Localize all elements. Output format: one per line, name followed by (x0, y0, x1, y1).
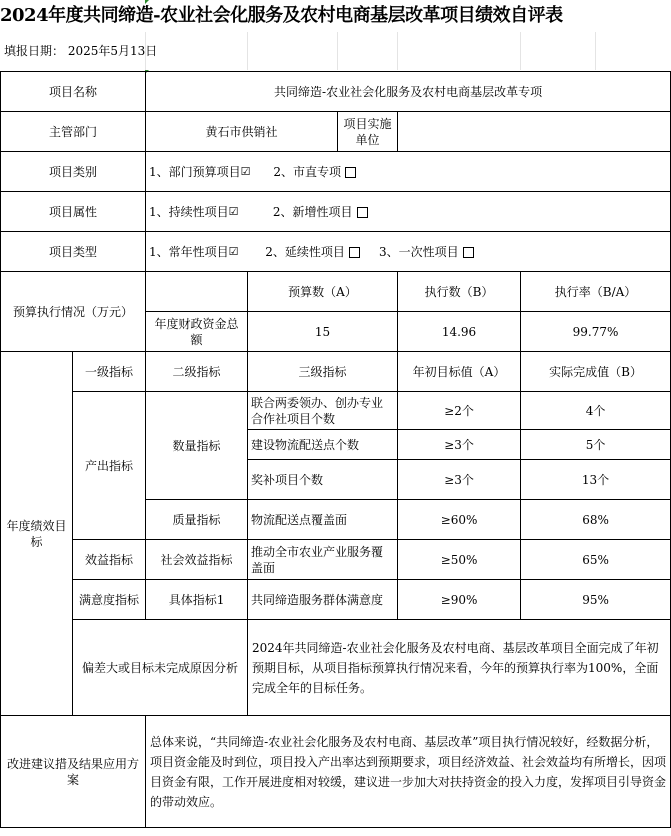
sheet-gridline (595, 32, 596, 70)
dept-value: 黄石市供销社 (146, 112, 338, 152)
indicator-section-label: 年度绩效目标 (1, 352, 73, 716)
type-label: 项目类型 (1, 232, 146, 272)
cell-comment-marker (145, 0, 149, 4)
indicator-actual: 4个 (521, 392, 671, 430)
indicator-actual: 68% (521, 500, 671, 540)
budget-blank-cell (146, 272, 248, 312)
indicator-actual: 5个 (521, 430, 671, 460)
attribute-options (146, 192, 671, 232)
header-level1: 一级指标 (73, 352, 146, 392)
budget-value: 15 (248, 312, 398, 352)
exec-value: 14.96 (398, 312, 521, 352)
type-option-1: 1、常年性项目 (149, 244, 229, 259)
empty-checkbox-icon (463, 247, 474, 258)
row-budget-header (1, 272, 671, 312)
sheet-gridline (247, 32, 248, 70)
improvement-text: 总体来说，“共同缔造-农业社会化服务及农村电商、基层改革”项目执行情况较好，经数据分析，项目资金能及时到位，项目投入产出率达到预期要求，项目经济效益、社会效益均有所增长，因项目资金有限，工作开展进度相对较缓，建议进一步加大对扶持资金的投入力度，发挥项目引导资金的带动效应。 (146, 716, 671, 828)
improvement-label: 改进建议措及结果应用方案 (1, 716, 146, 828)
indicator-target: ≥3个 (398, 430, 521, 460)
row-type (1, 232, 671, 272)
header-actual: 实际完成值（B） (521, 352, 671, 392)
type-options (146, 232, 671, 272)
header-level3: 三级指标 (248, 352, 398, 392)
indicator-target: ≥3个 (398, 460, 521, 500)
attribute-label: 项目属性 (1, 192, 146, 232)
satisfaction-label: 满意度指标 (73, 580, 146, 620)
indicator-name: 奖补项目个数 (248, 460, 398, 500)
indicator-actual: 13个 (521, 460, 671, 500)
indicator-target: ≥60% (398, 500, 521, 540)
sheet-gridline (520, 32, 521, 70)
row-department (1, 112, 671, 152)
deviation-label: 偏差大或目标未完成原因分析 (73, 620, 248, 716)
header-level2: 二级指标 (146, 352, 248, 392)
sheet-gridline (145, 32, 146, 70)
sheet-gridline (337, 32, 338, 70)
empty-checkbox-icon (345, 167, 356, 178)
checked-box-icon: ☑ (240, 164, 251, 178)
fill-date: 填报日期： 2025年5月13日 (4, 44, 158, 58)
row-attribute (1, 192, 671, 232)
budget-col-exec: 执行数（B） (398, 272, 521, 312)
header-target: 年初目标值（A） (398, 352, 521, 392)
type-option-3: 3、一次性项目 (378, 244, 459, 259)
indicator-target: ≥2个 (398, 392, 521, 430)
sheet-gridline (397, 32, 398, 70)
row-improvement (1, 716, 671, 828)
attribute-option-2: 2、新增性项目 (272, 204, 353, 219)
indicator-name: 物流配送点覆盖面 (248, 500, 398, 540)
table-row (1, 580, 671, 620)
social-label: 社会效益指标 (146, 540, 248, 580)
budget-label: 预算执行情况（万元） (1, 272, 146, 352)
checked-box-icon: ☑ (228, 204, 239, 218)
project-name-value: 共同缔造-农业社会化服务及农村电商基层改革专项 (146, 72, 671, 112)
category-label: 项目类别 (1, 152, 146, 192)
indicator-name: 联合两委领办、创办专业合作社项目个数 (248, 392, 398, 430)
benefit-label: 效益指标 (73, 540, 146, 580)
category-option-2: 2、市直专项 (273, 164, 342, 179)
row-deviation (1, 620, 671, 716)
indicator-actual: 95% (521, 580, 671, 620)
page-title: 2024年度共同缔造-农业社会化服务及农村电商基层改革项目绩效自评表 (0, 5, 563, 26)
budget-row-label: 年度财政资金总额 (146, 312, 248, 352)
rate-value: 99.77% (521, 312, 671, 352)
indicator-actual: 65% (521, 540, 671, 580)
evaluation-table (0, 71, 671, 828)
indicator-target: ≥90% (398, 580, 521, 620)
fill-date-row (0, 32, 671, 70)
checked-box-icon: ☑ (228, 244, 239, 258)
budget-col-budget: 预算数（A） (248, 272, 398, 312)
deviation-text: 2024年共同缔造-农业社会化服务及农村电商、基层改革项目全面完成了年初预期目标，从项目指标预算执行情况来看，今年的预算执行率为100%，全面完成全年的目标任务。 (248, 620, 671, 716)
impl-unit-label: 项目实施单位 (338, 112, 398, 152)
quality-label: 质量指标 (146, 500, 248, 540)
output-label: 产出指标 (73, 392, 146, 540)
budget-col-rate: 执行率（B/A） (521, 272, 671, 312)
table-row (1, 392, 671, 430)
specific-label: 具体指标1 (146, 580, 248, 620)
empty-checkbox-icon (349, 247, 360, 258)
empty-checkbox-icon (357, 207, 368, 218)
indicator-name: 共同缔造服务群体满意度 (248, 580, 398, 620)
row-project-name (1, 72, 671, 112)
category-option-1: 1、部门预算项目 (149, 164, 241, 179)
table-row (1, 540, 671, 580)
row-category (1, 152, 671, 192)
project-name-label: 项目名称 (1, 72, 146, 112)
attribute-option-1: 1、持续性项目 (149, 204, 229, 219)
indicator-target: ≥50% (398, 540, 521, 580)
category-options (146, 152, 671, 192)
dept-label: 主管部门 (1, 112, 146, 152)
row-indicator-header (1, 352, 671, 392)
quantity-label: 数量指标 (146, 392, 248, 500)
indicator-name: 建设物流配送点个数 (248, 430, 398, 460)
impl-unit-value (398, 112, 671, 152)
type-option-2: 2、延续性项目 (265, 244, 345, 259)
indicator-name: 推动全市农业产业服务覆盖面 (248, 540, 398, 580)
